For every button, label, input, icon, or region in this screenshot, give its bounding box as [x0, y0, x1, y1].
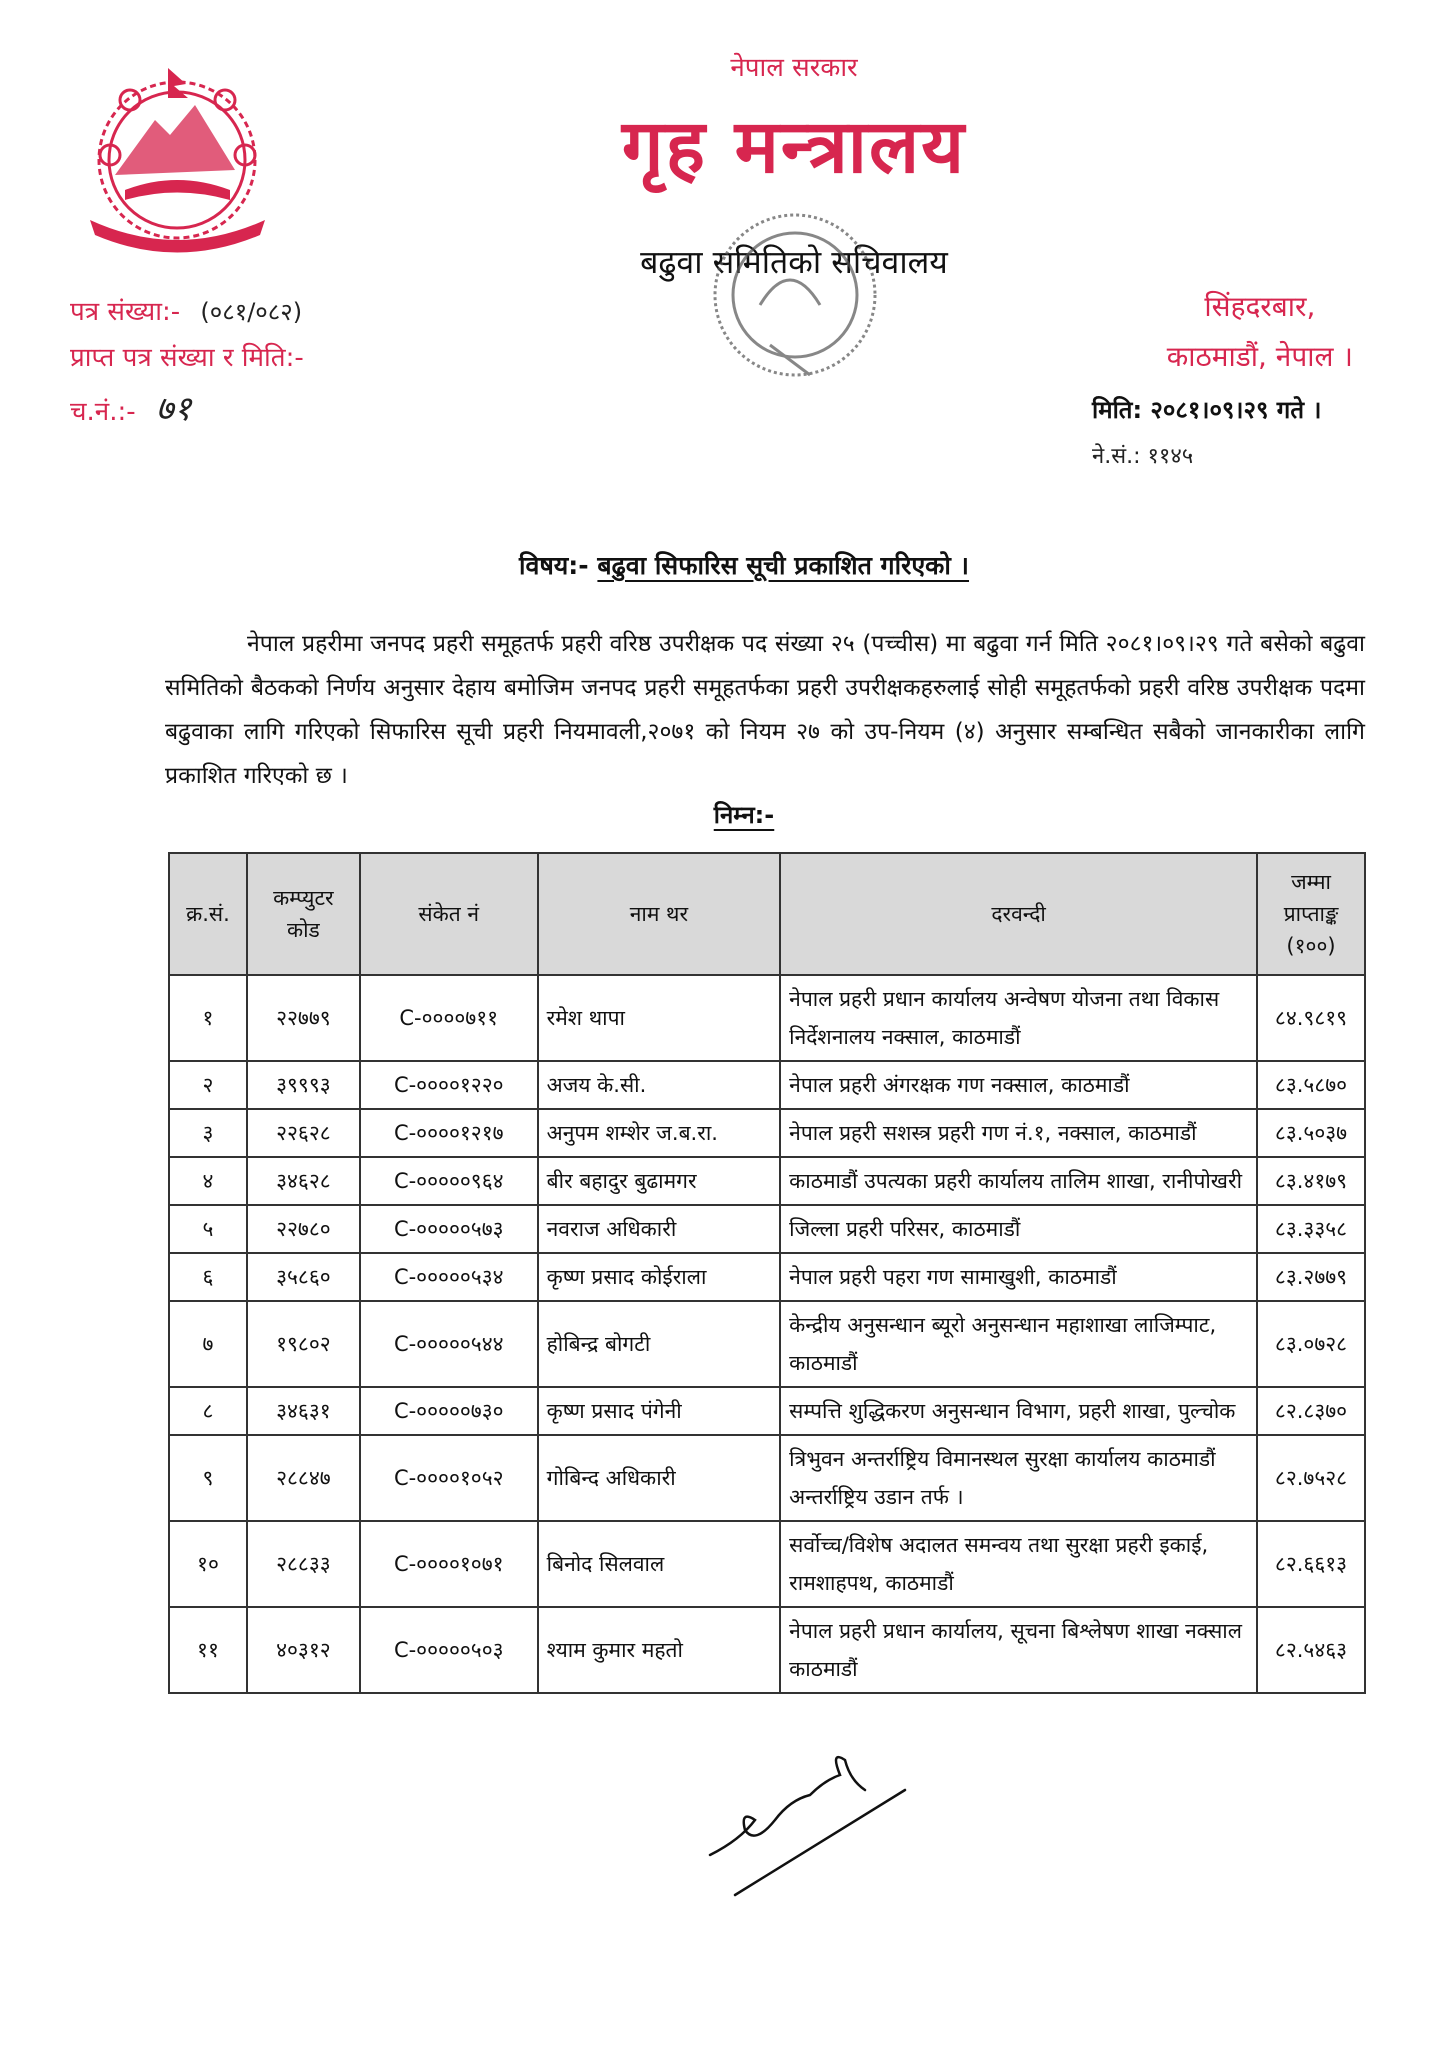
letter-number-label: पत्र संख्या:- — [70, 297, 181, 327]
cell-symbol-no: C-००००१०७१ — [360, 1521, 538, 1607]
cell-symbol-no: C-०००००५७३ — [360, 1205, 538, 1253]
table-row — [169, 1157, 1365, 1205]
cell-computer-code: ३४६३१ — [247, 1387, 360, 1435]
cell-sn: ११ — [169, 1607, 247, 1693]
cell-post: नेपाल प्रहरी प्रधान कार्यालय अन्वेषण योजना तथा विकास निर्देशनालय नक्साल, काठमाडौं — [780, 975, 1257, 1061]
cell-post: नेपाल प्रहरी पहरा गण सामाखुशी, काठमाडौं — [780, 1253, 1257, 1301]
promotion-recommendation-table — [168, 852, 1366, 1694]
received-letter-label: प्राप्त पत्र संख्या र मिति:- — [70, 343, 304, 373]
cell-sn: ८ — [169, 1387, 247, 1435]
cell-name: अनुपम शम्शेर ज.ब.रा. — [538, 1109, 781, 1157]
cell-symbol-no: C-०००००५४४ — [360, 1301, 538, 1387]
cell-computer-code: ३५८६० — [247, 1253, 360, 1301]
cell-symbol-no: C-००००१०५२ — [360, 1435, 538, 1521]
cell-sn: १ — [169, 975, 247, 1061]
cell-symbol-no: C-००००७११ — [360, 975, 538, 1061]
table-row — [169, 1061, 1365, 1109]
cell-symbol-no: C-०००००५३४ — [360, 1253, 538, 1301]
list-heading-text: निम्न:- — [713, 801, 775, 829]
received-letter-info — [70, 338, 304, 374]
cell-post: काठमाडौं उपत्यका प्रहरी कार्यालय तालिम शाखा, रानीपोखरी — [780, 1157, 1257, 1205]
cell-total-marks: ८२.७५२८ — [1257, 1435, 1365, 1521]
letter-number-value: (०८१/०८२) — [200, 298, 303, 326]
address-line-1: सिंहदरबार, — [1204, 290, 1316, 323]
cell-computer-code: २२७७९ — [247, 975, 360, 1061]
cell-post: सर्वोच्च/विशेष अदालत समन्वय तथा सुरक्षा प्रहरी इकाई, रामशाहपथ, काठमाडौं — [780, 1521, 1257, 1607]
cell-name: कृष्ण प्रसाद कोईराला — [538, 1253, 781, 1301]
body-paragraph: नेपाल प्रहरीमा जनपद प्रहरी समूहतर्फ प्रहरी वरिष्ठ उपरीक्षक पद संख्या २५ (पच्चीस) मा बढुवा गर्न मिति २०८१।०९।२९ गते बसेको बढुवा समितिको बैठकको निर्णय अनुसार देहाय बमोजिम जनपद प्रहरी समूहतर्फका प्रहरी उपरीक्षकहरुलाई सोही समूहतर्फको प्रहरी वरिष्ठ उपरीक्षक पदमा बढुवाका लागि गरिएको सिफारिस सूची प्रहरी नियमावली,२०७१ को नियम २७ को उप-नियम (४) अनुसार सम्बन्धित सबैको जानकारीका लागि प्रकाशित गरिएको छ । — [165, 631, 1365, 789]
cell-computer-code: २८८४७ — [247, 1435, 360, 1521]
cell-name: नवराज अधिकारी — [538, 1205, 781, 1253]
date-label: मिति: — [1092, 396, 1143, 424]
table-row — [169, 1387, 1365, 1435]
government-name: नेपाल सरकार — [730, 53, 858, 83]
address-line-2: काठमाडौं, नेपाल । — [1166, 340, 1353, 373]
cell-total-marks: ८३.२७७९ — [1257, 1253, 1365, 1301]
date-value: २०८१।०९।२९ गते । — [1150, 396, 1322, 424]
cell-name: बीर बहादुर बुढामगर — [538, 1157, 781, 1205]
office-address — [1167, 282, 1353, 382]
cell-post: त्रिभुवन अन्तर्राष्ट्रिय विमानस्थल सुरक्षा कार्यालय काठमाडौं अन्तर्राष्ट्रिय उडान तर्फ । — [780, 1435, 1257, 1521]
table-row — [169, 1109, 1365, 1157]
cell-sn: १० — [169, 1521, 247, 1607]
table-row — [169, 1205, 1365, 1253]
cell-sn: ४ — [169, 1157, 247, 1205]
table-row — [169, 1253, 1365, 1301]
cell-post: नेपाल प्रहरी सशस्त्र प्रहरी गण नं.१, नक्साल, काठमाडौं — [780, 1109, 1257, 1157]
cell-symbol-no: C-००००१२१७ — [360, 1109, 538, 1157]
header-post: दरवन्दी — [780, 853, 1257, 975]
dispatch-number-label: च.नं.:- — [70, 397, 136, 427]
nepal-sambat-date — [1092, 440, 1193, 470]
subject-text: बढुवा सिफारिस सूची प्रकाशित गरिएको । — [597, 551, 970, 580]
table-row — [169, 1435, 1365, 1521]
header-total-marks: जम्मा प्राप्ताङ्क (१००) — [1257, 853, 1365, 975]
cell-total-marks: ८२.५४६३ — [1257, 1607, 1365, 1693]
cell-total-marks: ८३.५०३७ — [1257, 1109, 1365, 1157]
cell-name: अजय के.सी. — [538, 1061, 781, 1109]
cell-sn: ६ — [169, 1253, 247, 1301]
cell-post: जिल्ला प्रहरी परिसर, काठमाडौं — [780, 1205, 1257, 1253]
cell-name: श्याम कुमार महतो — [538, 1607, 781, 1693]
list-heading — [0, 798, 1448, 831]
cell-post: केन्द्रीय अनुसन्धान ब्यूरो अनुसन्धान महाशाखा लाजिम्पाट, काठमाडौं — [780, 1301, 1257, 1387]
ns-value: ११४५ — [1147, 444, 1194, 469]
letter-date — [1092, 393, 1321, 426]
cell-total-marks: ८३.३३५८ — [1257, 1205, 1365, 1253]
cell-computer-code: २२७८० — [247, 1205, 360, 1253]
table-row — [169, 975, 1365, 1061]
table-body — [169, 975, 1365, 1693]
cell-computer-code: ४०३१२ — [247, 1607, 360, 1693]
letter-number — [70, 292, 302, 328]
cell-computer-code: २८८३३ — [247, 1521, 360, 1607]
cell-sn: ९ — [169, 1435, 247, 1521]
ns-label: ने.सं.: — [1092, 444, 1141, 469]
cell-post: सम्पत्ति शुद्धिकरण अनुसन्धान विभाग, प्रहरी शाखा, पुल्चोक — [780, 1387, 1257, 1435]
cell-name: रमेश थापा — [538, 975, 781, 1061]
office-name: बढुवा समितिको सचिवालय — [640, 243, 948, 281]
header-name: नाम थर — [538, 853, 781, 975]
cell-sn: ३ — [169, 1109, 247, 1157]
subject-label: विषय:- — [518, 551, 589, 580]
header-symbol-no: संकेत नं — [360, 853, 538, 975]
subject-line — [0, 548, 1448, 582]
cell-total-marks: ८४.९८१९ — [1257, 975, 1365, 1061]
table-header-row — [169, 853, 1365, 975]
table-row — [169, 1607, 1365, 1693]
cell-symbol-no: C-०००००७३० — [360, 1387, 538, 1435]
cell-computer-code: २२६२८ — [247, 1109, 360, 1157]
ministry-title: गृह मन्त्रालय — [621, 104, 967, 190]
cell-total-marks: ८३.५८७० — [1257, 1061, 1365, 1109]
cell-total-marks: ८३.४१७९ — [1257, 1157, 1365, 1205]
office-stamp-icon — [700, 195, 880, 405]
cell-sn: ७ — [169, 1301, 247, 1387]
cell-name: कृष्ण प्रसाद पंगेनी — [538, 1387, 781, 1435]
cell-symbol-no: C-०००००५०३ — [360, 1607, 538, 1693]
table-row — [169, 1301, 1365, 1387]
dispatch-number — [70, 384, 191, 430]
table-row — [169, 1521, 1365, 1607]
header-computer-code: कम्प्युटर कोड — [247, 853, 360, 975]
cell-computer-code: ३९९९३ — [247, 1061, 360, 1109]
cell-symbol-no: C-००००१२२० — [360, 1061, 538, 1109]
signature-icon — [700, 1740, 940, 1920]
cell-name: होबिन्द्र बोगटी — [538, 1301, 781, 1387]
dispatch-number-value: ७१ — [155, 389, 192, 429]
cell-name: गोबिन्द अधिकारी — [538, 1435, 781, 1521]
cell-total-marks: ८२.६६१३ — [1257, 1521, 1365, 1607]
cell-total-marks: ८३.०७२८ — [1257, 1301, 1365, 1387]
cell-computer-code: ३४६२८ — [247, 1157, 360, 1205]
cell-symbol-no: C-०००००९६४ — [360, 1157, 538, 1205]
cell-computer-code: १९८०२ — [247, 1301, 360, 1387]
cell-post: नेपाल प्रहरी अंगरक्षक गण नक्साल, काठमाडौं — [780, 1061, 1257, 1109]
cell-total-marks: ८२.८३७० — [1257, 1387, 1365, 1435]
cell-sn: ५ — [169, 1205, 247, 1253]
cell-sn: २ — [169, 1061, 247, 1109]
cell-name: बिनोद सिलवाल — [538, 1521, 781, 1607]
cell-post: नेपाल प्रहरी प्रधान कार्यालय, सूचना बिश्लेषण शाखा नक्साल काठमाडौं — [780, 1607, 1257, 1693]
header-sn: क्र.सं. — [169, 853, 247, 975]
